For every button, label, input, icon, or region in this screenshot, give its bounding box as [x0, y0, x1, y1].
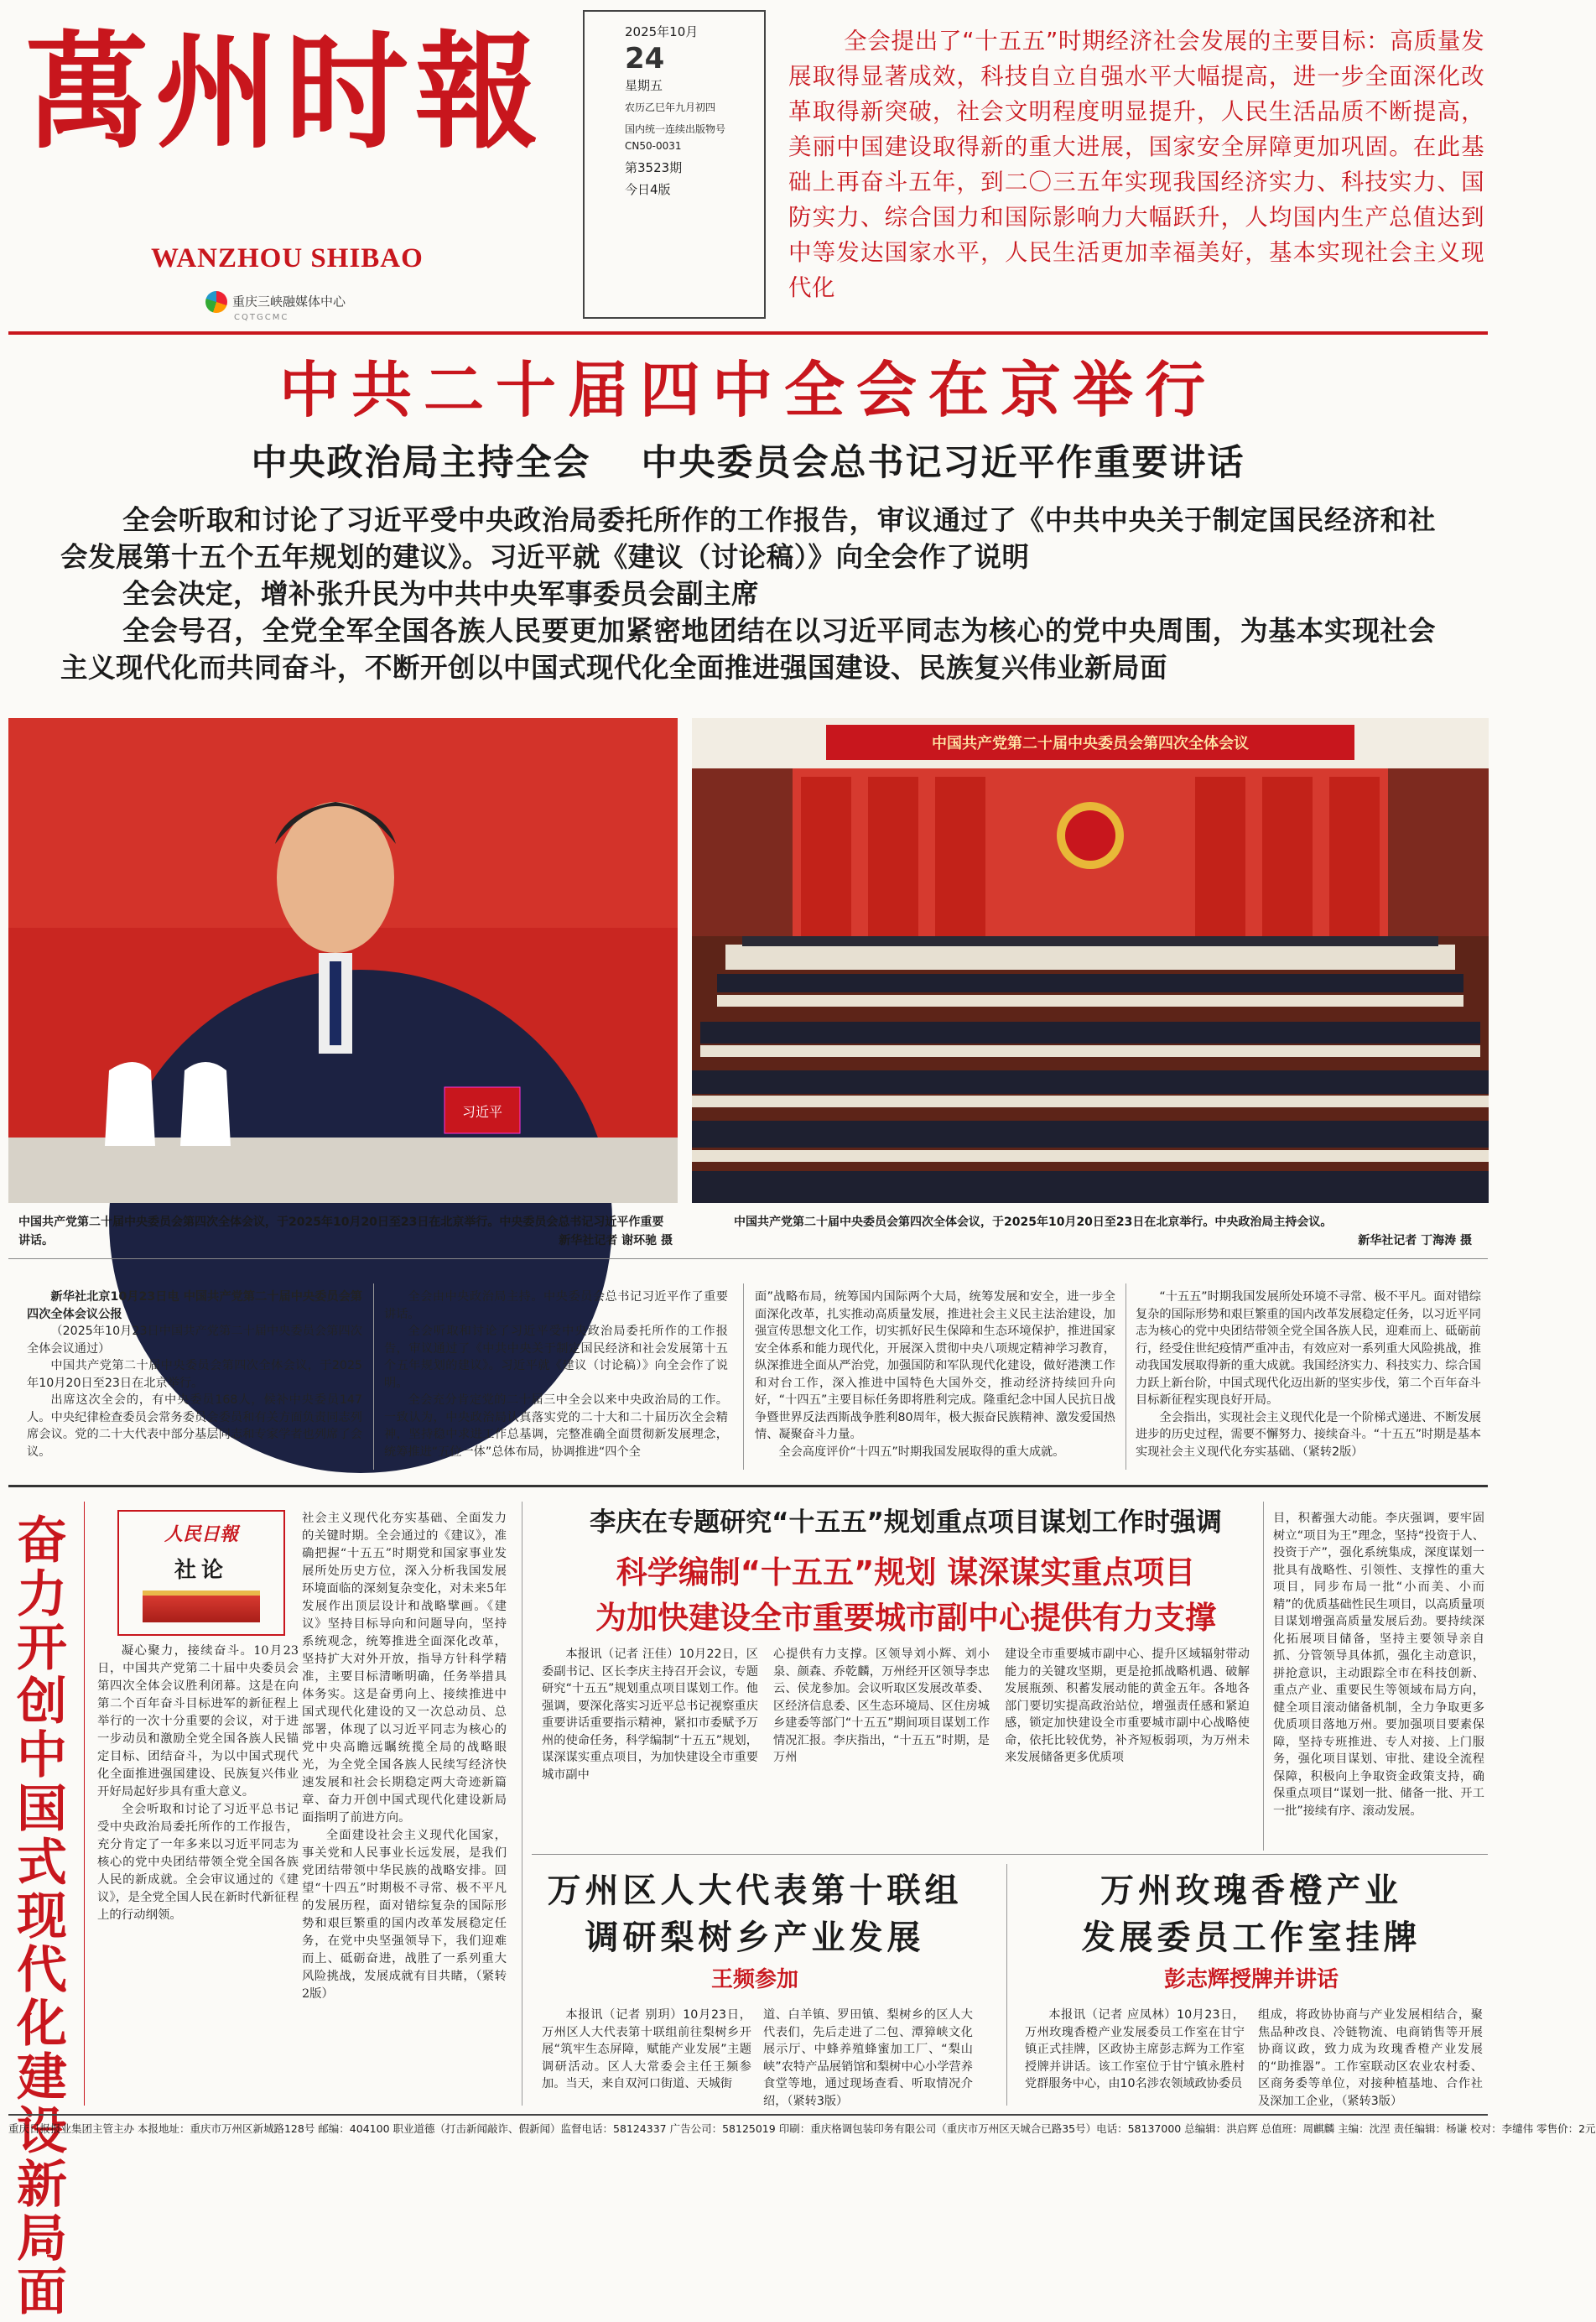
plenum-banner-text: 中国共产党第二十届中央委员会第四次全体会议 [932, 735, 1249, 752]
media-center-name-en: CQTGCMC [234, 313, 289, 322]
communique-paragraph: 全会高度评价“十四五”时期我国发展取得的重大成就。 [778, 1445, 1065, 1459]
article3-paragraph: 组成，将政协协商与产业发展相结合，聚焦品种改良、冷链物流、电商销售等开展协商议政，致力成为玫瑰香橙产业发展的“助推器”。工作室联动区农业农村委、区商务委等单位，对接种植基地、合作社及深加工企业，（紧转3版） [1258, 2008, 1483, 2108]
article3-paragraph: 本报讯（记者 应凤林）10月23日，万州玫瑰香橙产业发展委员工作室在甘宁镇正式挂牌，区政协主席彭志辉为工作室授牌并讲话。该工作室位于甘宁镇永胜村党群服务中心，由10名涉农领域政协委员 [1025, 2008, 1245, 2090]
photo-xi-speech [8, 718, 678, 1203]
caption-divider [8, 1258, 1488, 1259]
article3-title [1016, 1867, 1486, 1961]
communique-paragraph: 全会充分肯定党的二十届三中全会以来中央政治局的工作。一致认为，中央政治局认真落实党的二十大和二十届历次全会精神，坚持稳中求进工作总基调，完整准确全面贯彻新发展理念，统筹推进“五位一体”总体布局，协调推进“四个全 [384, 1393, 728, 1459]
communique-paragraph: “十五五”时期我国发展所处环境不寻常、极不平凡。面对错综复杂的国际形势和艰巨繁重的国内改革发展稳定任务，以习近平同志为核心的党中央团结带领全党全国各族人民，迎难而上、砥砺前行，经受住世纪疫情严重冲击，有效应对一系列重大风险挑战，推动我国发展取得新的重大成就。我国经济实力、科技实力、综合国力跃上新台阶，中国式现代化迈出新的坚实步伐，第二个百年奋斗目标新征程实现良好开局。 [1136, 1290, 1481, 1407]
article1-col-3 [1005, 1646, 1250, 1839]
media-center-name: 重庆三峡融媒体中心 [232, 294, 346, 310]
communique-paragraph: 全会由中央政治局主持。中央委员会总书记习近平作了重要讲话。 [384, 1290, 728, 1321]
communique-dateline: 新华社北京10月23日电 中国共产党第二十届中央委员会第四次全体会议公报 [27, 1290, 362, 1321]
issue-pages: 今日4版 [625, 182, 671, 197]
article2-col-2 [763, 2007, 973, 2108]
article1-title-line: 为加快建设全市重要城市副中心提供有力支撑 [595, 1600, 1216, 1636]
article3-title-line: 发展委员工作室挂牌 [1081, 1919, 1422, 1957]
nameplate-text: 习近平 [461, 1104, 503, 1120]
photo1-credit: 新华社记者 谢环驰 摄 [559, 1234, 673, 1247]
article3-col-2 [1258, 2007, 1483, 2108]
editorial-paragraph: 全面建设社会主义现代化国家，事关党和人民事业长远发展，是我们党团结带领中华民族的战略安排。回望“十四五”时期极不寻常、极不平凡的发展历程，面对错综复杂的国际形势和艰巨繁重的国内改革发展稳定任务，在党中央坚强领导下，我们迎难而上、砥砺奋进，战胜了一系列重大风险挑战，发展成就有目共睹，（紧转2版） [302, 1829, 507, 2001]
masthead-rule [8, 331, 1488, 335]
issue-weekday: 星期五 [625, 78, 663, 93]
article1-paragraph: 心提供有力支撑。区领导刘小辉、刘小泉、颜森、乔乾麟，万州经开区领导李忠云、侯龙参加。会议听取区发展改革委、区经济信息委、区生态环境局、区住房城乡建委等部门“十五五”期间项目谋划工作情况汇报。李庆指出，“十五五”时期，是万州 [773, 1648, 990, 1764]
issue-lunar-date: 农历乙巳年九月初四 [625, 102, 716, 113]
article1-title-line: 科学编制“十五五”规划 谋深谋实重点项目 [616, 1554, 1196, 1591]
article1-paragraph: 本报讯（记者 汪佳）10月22日，区委副书记、区长李庆主持召开会议，专题研究“十五五”规划重点项目谋划工作。他强调，要深化落实习近平总书记视察重庆重要讲话重要指示精神，紧扣市委赋予万州的使命任务，科学编制“十五五”规划，谋深谋实重点项目，为加快建设全市重要城市副中 [542, 1648, 758, 1782]
photo1-caption [18, 1213, 673, 1250]
issue-info-box [583, 10, 766, 319]
issue-cn-code: CN50-0031 [625, 140, 682, 152]
article3-byline: 彭志辉授牌并讲话 [1163, 1967, 1339, 1992]
peoples-daily-logo: 人民日報 [164, 1523, 238, 1545]
photo2-credit: 新华社记者 丁海涛 摄 [1358, 1234, 1472, 1247]
article1-col-4 [1273, 1510, 1484, 1839]
photo2-caption [734, 1213, 1472, 1250]
issue-year-month: 2025年10月 [625, 24, 699, 39]
summary-block [60, 502, 1436, 686]
column-rule [1263, 1502, 1264, 1851]
communique-paragraph: 中国共产党第二十届中央委员会第四次全体会议，于2025年10月20日至23日在北京举行。 [27, 1359, 362, 1390]
article2-title [537, 1867, 973, 1961]
editorial-paragraph: 凝心聚力，接续奋斗。10月23日，中国共产党第二十届中央委员会第四次全体会议胜利闭幕。这是在向第二个百年奋斗目标进军的新征程上举行的一次十分重要的会议，对于进一步动员和激励全党全国各族人民锚定目标、团结奋斗，为以中国式现代化全面推进强国建设、民族复兴伟业开好局起好步具有重大意义。 [97, 1644, 299, 1799]
editorial-label: 社论 [174, 1558, 228, 1583]
masthead [8, 10, 574, 333]
subhead-right: 中央委员会总书记习近平作重要讲话 [641, 442, 1245, 484]
photo2-caption-text: 中国共产党第二十届中央委员会第四次全体会议，于2025年10月20日至23日在北京举行。中央政治局主持会议。 [734, 1216, 1333, 1229]
communique-paragraph: 面”战略布局，统筹国内国际两个大局，统筹发展和安全，进一步全面深化改革，扎实推动高质量发展，推进社会主义民主法治建设，加强宣传思想文化工作，切实抓好民生保障和生态环境保护，推进国家安全体系和能力现代化，开展深入贯彻中央八项规定精神学习教育，纵深推进全面从严治党，加强国防和军队现代化建设，做好港澳工作和对台工作，深入推进中国特色大国外交，推动经济持续回升向好，“十四五”主要目标任务即将胜利完成。隆重纪念中国人民抗日战争暨世界反法西斯战争胜利80周年，极大振奋民族精神、激发爱国热情、凝聚奋斗力量。 [755, 1290, 1115, 1441]
article2-title-line: 万州区人大代表第十联组 [547, 1872, 963, 1910]
article1-paragraph: 建设全市重要城市副中心、提升区域辐射带动能力的关键攻坚期，更是抢抓战略机遇、破解发展瓶颈、积蓄发展动能的黄金五年。各地各部门要切实提高政治站位，增强责任感和紧迫感，锁定加快建设全市重要城市副中心战略使命，依托比较优势，补齐短板弱项，为万州未来发展储备更多优质项 [1005, 1648, 1250, 1764]
column-rule [84, 1502, 85, 2106]
article1-title [537, 1550, 1275, 1641]
article2-paragraph: 本报讯（记者 别玥）10月23日，万州区人大代表第十联组前往梨树乡开展“筑牢生态屏障，赋能产业发展”主题调研活动。区人大常委会主任王频参加。当天，来自双河口街道、天城街 [542, 2008, 751, 2090]
main-headline: 中共二十届四中全会在京举行 [278, 355, 1217, 425]
communique-col-1 [27, 1289, 362, 1465]
media-center-logo [205, 291, 346, 322]
media-center-icon [205, 291, 227, 313]
editorial-vertical-title: 奋力开创中国式现代化建设新局面 [17, 1512, 67, 2322]
issue-number: 第3523期 [625, 160, 683, 175]
article2-title-line: 调研梨树乡产业发展 [585, 1919, 925, 1957]
column-rule [373, 1283, 374, 1470]
column-rule [1006, 1864, 1007, 2106]
subhead-left: 中央政治局主持全会 [251, 442, 591, 484]
editorial-col-1 [97, 1643, 299, 2104]
communique-col-4 [1136, 1289, 1481, 1465]
photo1-caption-text: 中国共产党第二十届中央委员会第四次全体会议，于2025年10月20日至23日在北京举行。中央委员会总书记习近平作重要讲话。 [18, 1216, 664, 1247]
editorial-paragraph: 全会听取和讨论了习近平总书记受中央政治局委托所作的工作报告，充分肯定了一年多来以习近平同志为核心的党中央团结带领全党全国各族人民的新成就。全会审议通过的《建议》，是全党全国人民在新时代新征程上的行动纲领。 [97, 1803, 299, 1922]
lede-goals: 全会提出了“十五五”时期经济社会发展的主要目标：高质量发展取得显著成效，科技自立自强水平大幅提高，进一步全面深化改革取得新突破，社会文明程度明显提升，人民生活品质不断提高，美丽中国建设取得新的重大进展，国家安全屏障更加巩固。在此基础上再奋斗五年，到二〇三五年实现我国经济实力、科技实力、国防实力、综合国力和国际影响力大幅跃升，人均国内生产总值达到中等发达国家水平，人民生活更加幸福美好，基本实现社会主义现代化 [788, 28, 1484, 301]
footer-imprint: 重庆日报报业集团主管主办 本报地址：重庆市万州区新城路128号 邮编：404100 职业道德（打击新闻敲诈、假新闻）监督电话：58124337 广告公司：58125019 印刷：重庆格调包装印务有限公司（重庆市万州区天城合已路35号）电话：58137000 总编辑：洪启辉 总值班：周麒麟 主编：沈涅 责任编辑：杨谦 校对：李缱伟 零售价：2元 [8, 2114, 1488, 2144]
photo-xi-speech-illustration [8, 718, 678, 1203]
masthead-logo-english: WANZHOU SHIBAO [151, 243, 424, 273]
communique-col-2 [384, 1289, 728, 1465]
section-rule [532, 1854, 1488, 1855]
column-rule [743, 1283, 744, 1470]
issue-day: 24 [625, 42, 665, 75]
summary-paragraph: 全会号召，全党全军全国各族人民要更加紧密地团结在以习近平同志为核心的党中央周围，为基本实现社会主义现代化而共同奋斗，不断开创以中国式现代化全面推进强国建设、民族复兴伟业新局面 [60, 615, 1436, 684]
article2-byline: 王频参加 [710, 1967, 798, 1992]
article1-paragraph: 目，积蓄强大动能。李庆强调，要牢固树立“项目为王”理念，坚持“投资于人、投资于产”，强化系统集成，深度谋划一批具有战略性、引领性、支撑性的重大项目，同步布局一批“小而美、小而精”的优质基础性民生项目，以高质量项目谋划增强高质量发展后劲。要持续深化拓展项目储备，坚持主要领导亲自抓、分管领导具体抓，强化主动意识，拼抢意识，主动跟踪全市在科技创新、重点产业、重要民生等领域布局方向，健全项目滚动储备机制，全力争取更多优质项目落地万州。要加强项目要素保障，坚持专班推进、专人对接、上门服务，强化项目谋划、审批、建设全流程保障，积极向上争取资金政策支持，确保重点项目“谋划一批、储备一批、开工一批”接续有序、滚动发展。 [1273, 1512, 1484, 1818]
communique-paragraph: 全会指出，实现社会主义现代化是一个阶梯式递进、不断发展进步的历史过程，需要不懈努力、接续奋斗。“十五五”时期是基本实现社会主义现代化夯实基础、（紧转2版） [1136, 1410, 1481, 1459]
communique-paragraph: 出席这次全会的，有中央委员168人，候补中央委员147人。中央纪律检查委员会常务委员会委员和有关方面负责同志列席会议。党的二十大代表中部分基层同志和专家学者也列席了会议。 [27, 1393, 362, 1459]
summary-paragraph: 全会听取和讨论了习近平受中央政治局委托所作的工作报告，审议通过了《中共中央关于制定国民经济和社会发展第十五个五年规划的建议》。习近平就《建议（讨论稿）》向全会作了说明 [60, 504, 1436, 573]
communique-paragraph: 全会听取和讨论了习近平受中央政治局委托所作的工作报告，审议通过了《中共中央关于制定国民经济和社会发展第十五个五年规划的建议》。习近平就《建议（讨论稿）》向全会作了说明。 [384, 1325, 728, 1390]
photo-plenum-hall [692, 718, 1489, 1203]
summary-paragraph: 全会决定，增补张升民为中共中央军事委员会副主席 [122, 578, 760, 610]
article3-title-line: 万州玫瑰香橙产业 [1100, 1872, 1402, 1910]
editorial-logo-box [117, 1510, 285, 1636]
article2-col-1 [542, 2007, 751, 2104]
article2-paragraph: 道、白羊镇、罗田镇、梨树乡的区人大代表们，先后走进了二包、潭獐峡文化展示厅、中蜂养殖蜂蜜加工厂、“梨山峡”农特产品展销馆和梨树中心小学营养食堂等地，通过现场查看、听取情况介绍，（紧转3版） [763, 2008, 973, 2108]
masthead-logo: 萬州时報 [25, 18, 545, 166]
communique-col-3 [755, 1289, 1115, 1465]
photo-plenum-hall-illustration [692, 718, 1489, 1203]
issue-cn-label: 国内统一连续出版物号 [625, 123, 726, 135]
article1-col-2 [773, 1646, 990, 1839]
tiananmen-icon [143, 1591, 260, 1622]
main-subheadline [0, 438, 1496, 488]
editorial-col-2 [302, 1510, 507, 2104]
article1-kicker: 李庆在专题研究“十五五”规划重点项目谋划工作时强调 [590, 1507, 1222, 1538]
communique-paragraph: （2025年10月23日中国共产党第二十届中央委员会第四次全体会议通过） [27, 1325, 362, 1356]
article3-col-1 [1025, 2007, 1245, 2104]
article1-col-1 [542, 1646, 758, 1839]
editorial-paragraph: 社会主义现代化夯实基础、全面发力的关键时期。全会通过的《建议》，准确把握“十五五”时期党和国家事业发展所处历史方位，深入分析我国发展环境面临的深刻复杂变化，对未来5年发展作出顶层设计和战略擘画。《建议》坚持目标导向和问题导向，坚持系统观念，统筹推进全面深化改革，坚持扩大对外开放，指导方针科学精准，主要目标清晰明确，任务举措具体务实。这是奋勇向上、接续推进中国式现代化建设的又一次总动员、总部署，体现了以习近平同志为核心的党中央高瞻远瞩统揽全局的战略眼光，为全党全国各族人民续写经济快速发展和社会长期稳定两大奇迹新篇章、奋力开创中国式现代化建设新局面指明了前进方向。 [302, 1512, 507, 1825]
section-rule [8, 1485, 1488, 1487]
